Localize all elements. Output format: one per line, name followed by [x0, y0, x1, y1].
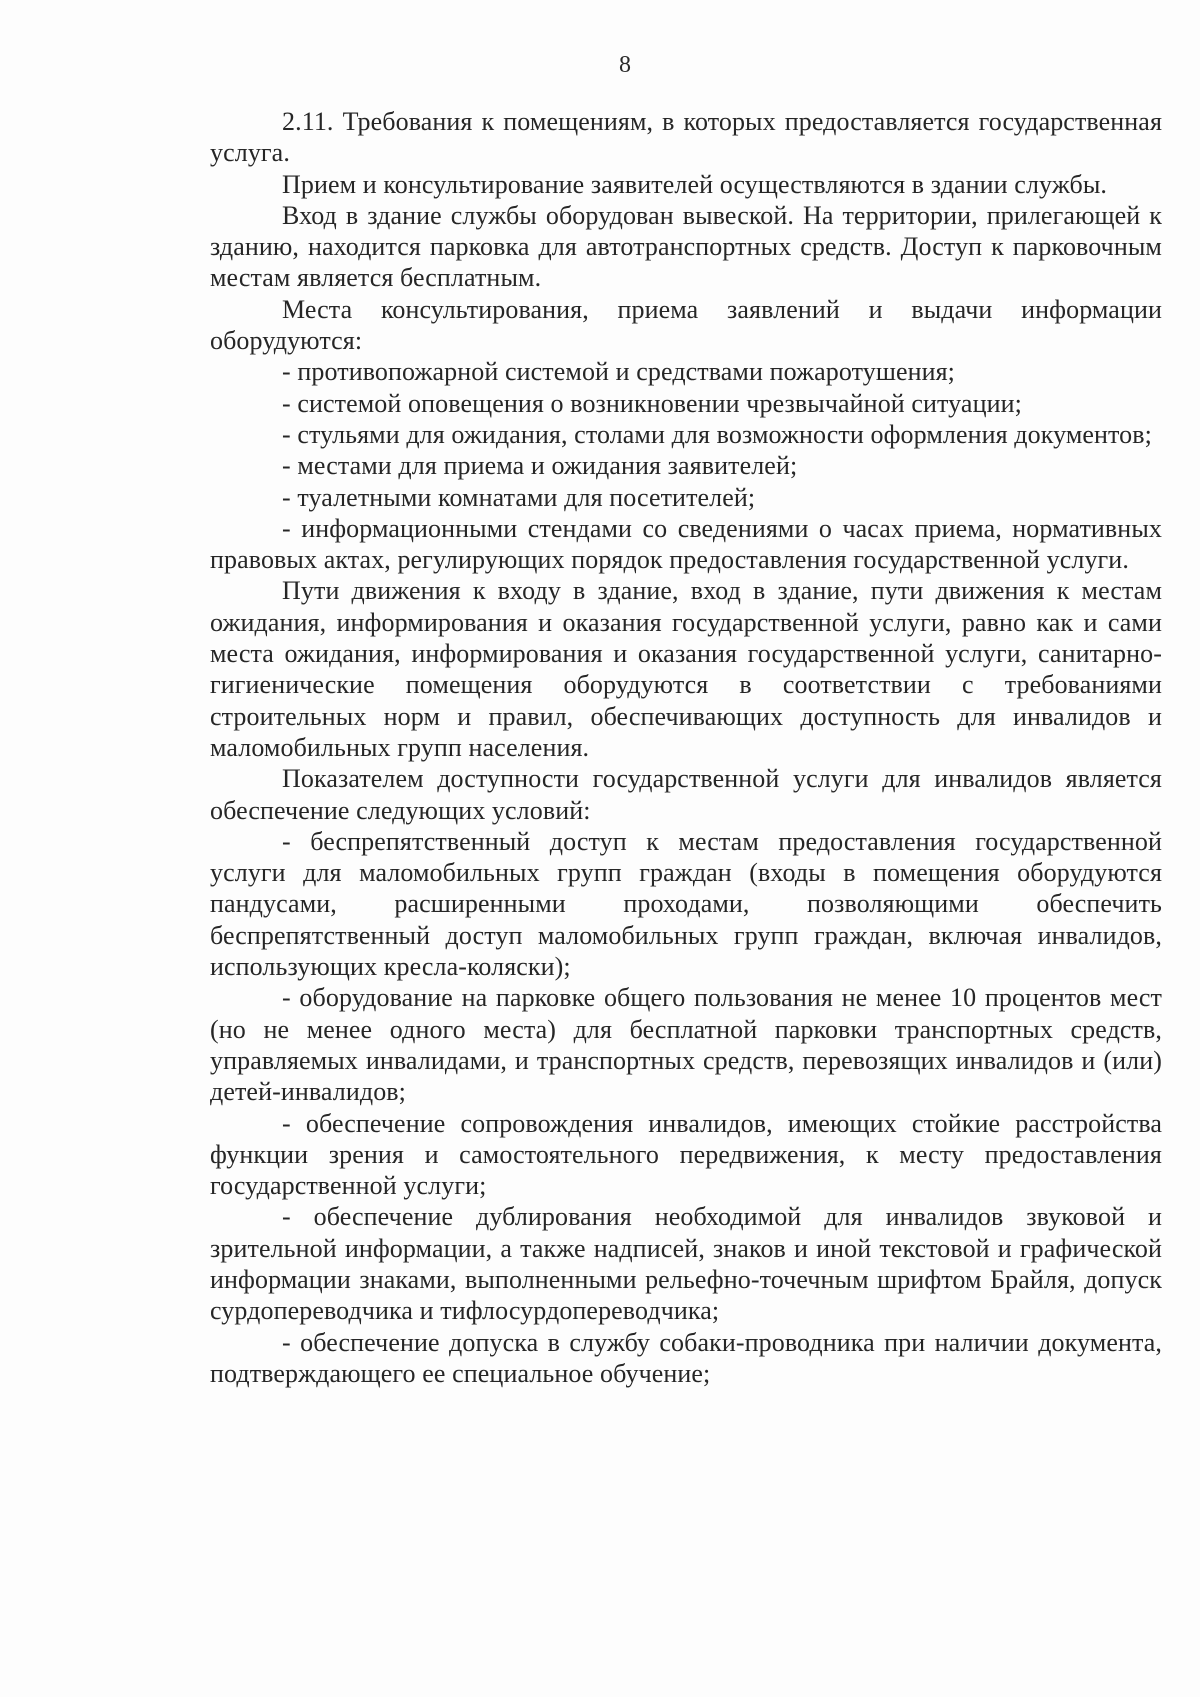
list-item: - системой оповещения о возникновении чрезвычайной ситуации; [282, 388, 1022, 418]
list-item: - стульями для ожидания, столами для возможности оформления документов; [282, 419, 1152, 449]
page-number: 8 [619, 52, 631, 78]
paragraph: Показателем доступности государственной услуги для инвалидов является обеспечение следующих условий: [210, 764, 1162, 825]
list-item: - местами для приема и ожидания заявителей; [282, 451, 798, 481]
list-item: - обеспечение допуска в службу собаки-проводника при наличии документа, подтверждающего ее специальное обучение; [210, 1327, 1162, 1388]
paragraph: Прием и консультирование заявителей осуществляются в здании службы. [282, 169, 1107, 199]
section-heading-paragraph: 2.11. Требования к помещениям, в которых предоставляется государственная услуга. [210, 107, 1162, 168]
list-item: - туалетными комнатами для посетителей; [282, 482, 756, 512]
list-item: - противопожарной системой и средствами пожаротушения; [282, 357, 956, 387]
list-item: - беспрепятственный доступ к местам предоставления государственной услуги для маломобильных групп граждан (входы в помещения оборудуются пандусами, расширенными проходами, позволяющими обеспечить беспрепятственный доступ маломобильных групп граждан, включая инвалидов, использующих кресла-коляски); [210, 826, 1162, 982]
paragraph: Вход в здание службы оборудован вывеской. На территории, прилегающей к зданию, находится парковка для автотранспортных средств. Доступ к парковочным местам является бесплатным. [210, 200, 1162, 293]
list-item: - обеспечение сопровождения инвалидов, имеющих стойкие расстройства функции зрения и самостоятельного передвижения, к месту предоставления государственной услуги; [210, 1108, 1162, 1201]
list-item: - оборудование на парковке общего пользования не менее 10 процентов мест (но не менее одного места) для бесплатной парковки транспортных средств, управляемых инвалидами, и транспортных средств, перевозящих инвалидов и (или) детей-инвалидов; [210, 983, 1162, 1107]
list-item: - обеспечение дублирования необходимой для инвалидов звуковой и зрительной информации, а также надписей, знаков и иной текстовой и графической информации знаками, выполненными рельефно-точечным шрифтом Брайля, допуск сурдопереводчика и тифлосурдопереводчика; [210, 1202, 1162, 1326]
list-item: - информационными стендами со сведениями о часах приема, нормативных правовых актах, регулирующих порядок предоставления государственной услуги. [210, 513, 1162, 575]
document-body [210, 106, 1162, 1389]
paragraph: Места консультирования, приема заявлений и выдачи информации оборудуются: [210, 294, 1162, 356]
paragraph: Пути движения к входу в здание, вход в здание, пути движения к местам ожидания, информирования и оказания государственной услуги, равно как и сами места ожидания, информирования и оказания государственной услуги, санитарно-гигиенические помещения оборудуются в соответствии с требованиями строительных норм и правил, обеспечивающих доступность для инвалидов и маломобильных групп населения. [210, 576, 1162, 762]
